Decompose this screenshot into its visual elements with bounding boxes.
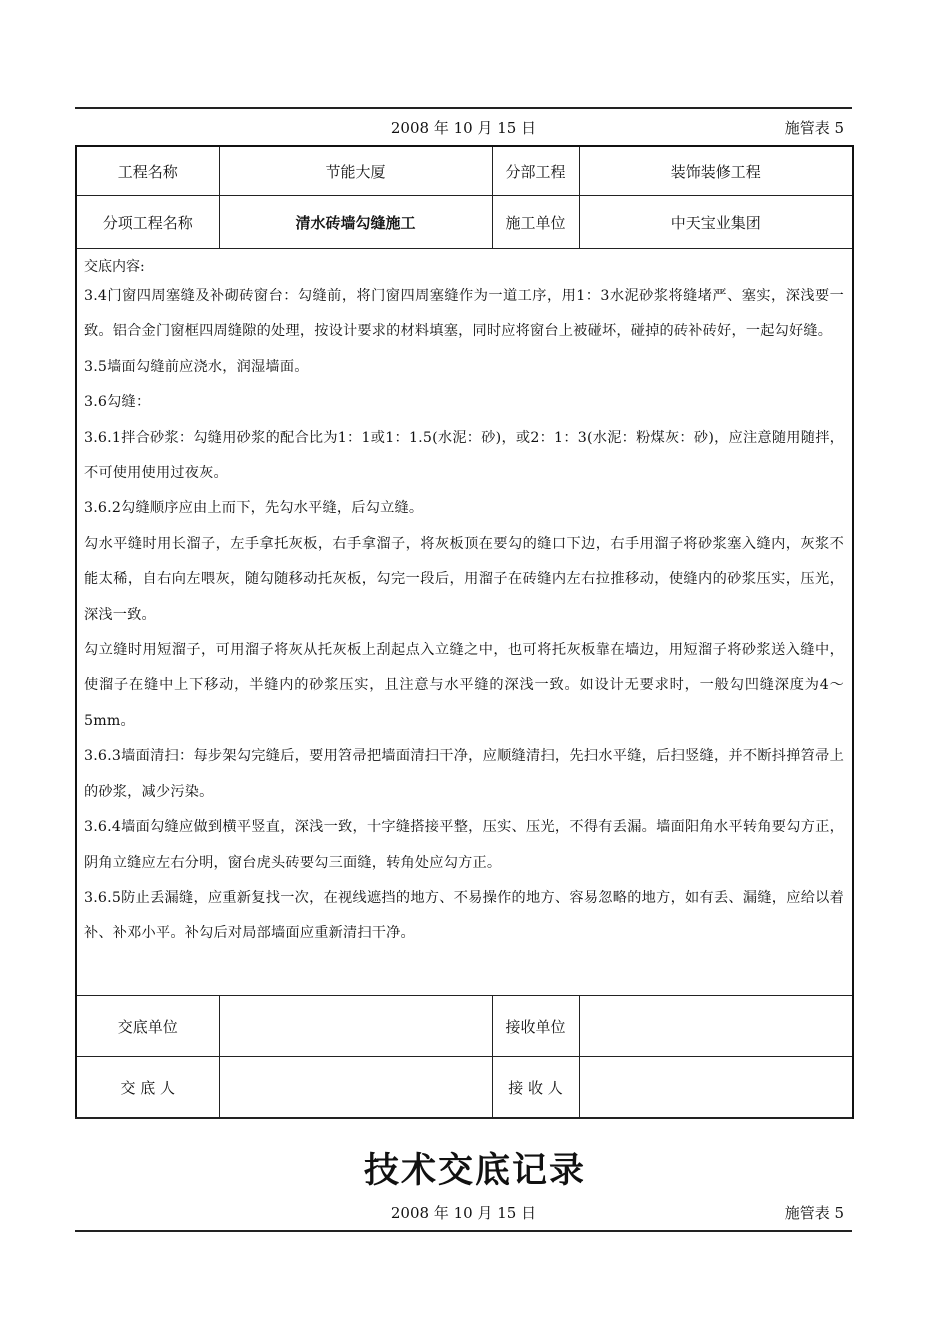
content-label: 交底内容: xyxy=(84,259,145,275)
signoff-unit-row xyxy=(76,996,853,1057)
footer-date: 2008 年 10 月 15 日 xyxy=(390,1204,537,1222)
disclosure-table xyxy=(75,145,854,1119)
content-paragraph: 3.6.4墙面勾缝应做到横平竖直，深浅一致，十字缝搭接平整，压实、压光，不得有丢漏。墙面阳角水平转角要勾方正，阴角立缝应左右分明，窗台虎头砖要勾三面缝，转角处应勾方正。 xyxy=(84,819,845,871)
receiver-person-field[interactable] xyxy=(579,1057,853,1119)
issuer-unit-field[interactable] xyxy=(219,996,492,1057)
middle-rule xyxy=(75,1117,852,1119)
subitem-value: 清水砖墙勾缝施工 xyxy=(219,196,492,249)
content-paragraph: 3.6.1拌合砂浆：勾缝用砂浆的配合比为1：1或1：1.5(水泥：砂)，或2：1：3(水泥：粉煤灰：砂)，应注意随用随拌，不可使用使用过夜灰。 xyxy=(84,429,845,482)
content-paragraph: 3.4门窗四周塞缝及补砌砖窗台：勾缝前，将门窗四周塞缝作为一道工序，用1：3水泥砂浆将缝堵严、塞实，深浅要一致。铝合金门窗框四周缝隙的处理，按设计要求的材料填塞，同时应将窗台上被碰坏，碰掉的砖补砖好，一起勾好缝。 xyxy=(84,288,845,340)
receiver-unit-field[interactable] xyxy=(579,996,853,1057)
issuer-unit-label: 交底单位 xyxy=(76,996,219,1057)
project-name-value: 节能大厦 xyxy=(219,146,492,196)
footer-header xyxy=(75,1202,852,1222)
content-paragraph: 3.6.3墙面清扫：每步架勾完缝后，要用笤帚把墙面清扫干净，应顺缝清扫，先扫水平缝，后扫竖缝，并不断抖掸笤帚上的砂浆，减少污染。 xyxy=(84,748,845,800)
receiver-unit-label: 接收单位 xyxy=(492,996,579,1057)
header-date: 2008 年 10 月 15 日 xyxy=(390,119,537,137)
header-form-number: 施管表 5 xyxy=(784,119,844,137)
bottom-rule xyxy=(75,1230,852,1232)
subitem-label: 分项工程名称 xyxy=(76,196,219,249)
project-name-label: 工程名称 xyxy=(76,146,219,196)
subitem-row xyxy=(76,196,853,249)
issuer-person-field[interactable] xyxy=(219,1057,492,1119)
content-paragraph: 3.6.2勾缝顺序应由上而下，先勾水平缝，后勾立缝。 xyxy=(84,500,424,517)
content-paragraph: 勾立缝时用短溜子，可用溜子将灰从托灰板上刮起点入立缝之中，也可将托灰板靠在墙边，用短溜子将砂浆送入缝中，使溜子在缝中上下移动，半缝内的砂浆压实，且注意与水平缝的深浅一致。如设计无要求时，一般勾凹缝深度为4～5mm。 xyxy=(84,642,845,729)
footer-form-number: 施管表 5 xyxy=(784,1204,844,1222)
project-row xyxy=(76,146,853,196)
disclosure-content xyxy=(76,249,853,996)
contractor-label: 施工单位 xyxy=(492,196,579,249)
contractor-value: 中天宝业集团 xyxy=(579,196,853,249)
top-rule xyxy=(75,107,852,109)
receiver-person-label: 接 收 人 xyxy=(492,1057,579,1119)
content-paragraph: 3.6勾缝： xyxy=(84,394,151,411)
issuer-person-label: 交 底 人 xyxy=(76,1057,219,1119)
header xyxy=(75,117,852,137)
division-value: 装饰装修工程 xyxy=(579,146,853,196)
content-row xyxy=(76,249,853,996)
content-paragraph: 勾水平缝时用长溜子，左手拿托灰板，右手拿溜子，将灰板顶在要勾的缝口下边，右手用溜子将砂浆塞入缝内，灰浆不能太稀，自右向左喂灰，随勾随移动托灰板，勾完一段后，用溜子在砖缝内左右拉推移动，使缝内的砂浆压实，压光，深浅一致。 xyxy=(84,535,845,623)
document-title: 技术交底记录 xyxy=(363,1151,586,1191)
content-paragraph: 3.5墙面勾缝前应浇水，润湿墙面。 xyxy=(84,358,309,375)
content-paragraph: 3.6.5防止丢漏缝，应重新复找一次，在视线遮挡的地方、不易操作的地方、容易忽略的地方，如有丢、漏缝，应给以着补、补邓小平。补勾后对局部墙面应重新清扫干净。 xyxy=(84,889,845,942)
division-label: 分部工程 xyxy=(492,146,579,196)
signoff-person-row xyxy=(76,1057,853,1119)
